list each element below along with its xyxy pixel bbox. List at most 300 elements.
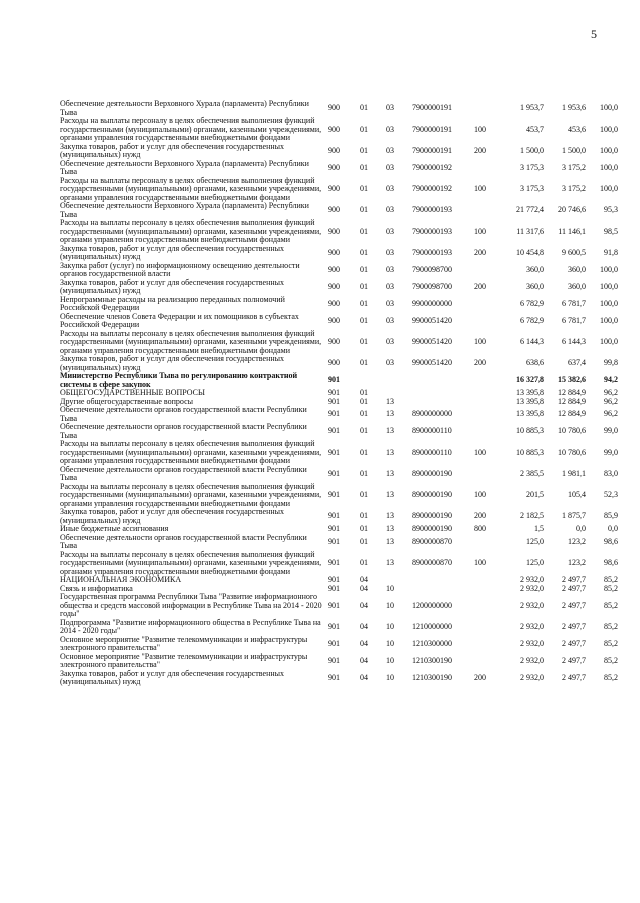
row-name: Закупка товаров, работ и услуг для обеспечения государственных (муниципальных) нужд xyxy=(60,354,285,372)
row-name: Расходы на выплаты персоналу в целях обеспечения выполнения функций государственными (муниципальными) органами, казенными учреждениями, органами управления государственными внебюджетными фондами xyxy=(60,481,322,508)
row-subsection: 13 xyxy=(386,426,394,436)
row-section: 01 xyxy=(360,409,368,419)
row-percent: 100,0 xyxy=(600,315,618,325)
row-fact: 9 600,5 xyxy=(562,247,586,257)
row-percent: 99,8 xyxy=(604,358,618,368)
row-grbs: 901 xyxy=(328,396,340,406)
row-plan: 2 932,0 xyxy=(520,621,544,631)
row-target-article: 9900000000 xyxy=(412,298,452,308)
row-fact: 453,6 xyxy=(568,124,586,134)
row-name: Другие общегосударственные вопросы xyxy=(60,396,194,406)
row-plan: 125,0 xyxy=(526,558,544,567)
row-fact: 637,4 xyxy=(568,358,586,368)
table-row xyxy=(60,593,618,619)
row-name: Расходы на выплаты персоналу в целях обеспечения выполнения функций государственными (муниципальными) органами, казенными учреждениями, органами управления государственными внебюджетными фондами xyxy=(60,175,322,202)
row-expense-type xyxy=(474,389,502,398)
page-number: 5 xyxy=(591,27,597,41)
row-plan: 6 782,9 xyxy=(520,315,544,325)
row-expense-type xyxy=(474,398,502,407)
row-percent: 85,9 xyxy=(604,511,618,521)
row-target-article: 7900000193 xyxy=(412,247,452,257)
row-plan: 10 885,3 xyxy=(516,447,544,457)
row-subsection: 13 xyxy=(386,409,394,419)
row-fact: 20 746,6 xyxy=(558,205,586,215)
row-fact: 3 175,2 xyxy=(562,162,586,172)
row-expense-type xyxy=(474,636,502,653)
row-subsection xyxy=(386,372,412,389)
row-name: Связь и информатика xyxy=(60,583,133,593)
row-target-article: 7900000192 xyxy=(412,184,452,193)
row-target-article xyxy=(412,372,474,389)
row-section: 01 xyxy=(360,490,368,499)
row-grbs: 900 xyxy=(328,298,340,308)
row-name: Закупка товаров, работ и услуг для обеспечения государственных (муниципальных) нужд xyxy=(60,277,285,295)
row-plan: 21 772,4 xyxy=(516,205,544,215)
row-expense-type: 100 xyxy=(474,337,486,346)
row-name: Закупка товаров, работ и услуг для обеспечения государственных (муниципальных) нужд xyxy=(60,141,285,159)
row-expense-type xyxy=(474,100,502,117)
row-grbs: 901 xyxy=(328,672,340,682)
row-plan: 2 932,0 xyxy=(520,600,544,610)
row-grbs: 901 xyxy=(328,490,340,499)
row-grbs: 901 xyxy=(328,511,340,521)
row-subsection: 03 xyxy=(386,124,394,134)
table-row xyxy=(60,262,618,279)
row-grbs: 901 xyxy=(328,600,340,610)
row-section: 01 xyxy=(360,184,368,193)
row-target-article: 8900000110 xyxy=(412,426,452,436)
row-target-article: 7900000192 xyxy=(412,162,452,172)
row-expense-type xyxy=(474,423,502,440)
row-subsection: 13 xyxy=(386,447,394,457)
row-subsection: 13 xyxy=(386,558,394,567)
row-percent: 85,2 xyxy=(604,583,618,593)
row-section: 01 xyxy=(360,145,368,155)
table-row xyxy=(60,330,618,356)
table-row xyxy=(60,219,618,245)
row-section: 01 xyxy=(360,264,368,274)
table-row xyxy=(60,296,618,313)
row-plan: 125,0 xyxy=(526,536,544,546)
row-grbs: 900 xyxy=(328,205,340,215)
row-plan: 6 782,9 xyxy=(520,298,544,308)
table-row xyxy=(60,670,618,687)
row-fact: 1 953,6 xyxy=(562,103,586,113)
row-fact: 2 497,7 xyxy=(562,575,586,584)
row-percent: 85,2 xyxy=(604,655,618,665)
row-target-article: 8900000870 xyxy=(412,536,452,546)
row-name: Расходы на выплаты персоналу в целях обеспечения выполнения функций государственными (муниципальными) органами, казенными учреждениями, органами управления государственными внебюджетными фондами xyxy=(60,328,322,355)
row-fact: 1 875,7 xyxy=(562,511,586,521)
row-fact: 12 884,9 xyxy=(558,409,586,419)
row-plan: 13 395,8 xyxy=(516,388,544,397)
row-expense-type: 100 xyxy=(474,490,486,499)
row-grbs: 901 xyxy=(328,575,340,584)
table-row xyxy=(60,466,618,483)
row-fact: 1 500,0 xyxy=(562,145,586,155)
budget-table xyxy=(60,100,618,687)
row-expense-type xyxy=(474,313,502,330)
row-target-article: 8900000110 xyxy=(412,447,452,457)
row-grbs: 900 xyxy=(328,103,340,113)
row-target-article: 8900000190 xyxy=(412,490,452,499)
row-expense-type: 100 xyxy=(474,124,486,134)
row-expense-type xyxy=(474,202,502,219)
row-plan: 1 500,0 xyxy=(520,145,544,155)
table-row xyxy=(60,534,618,551)
row-subsection: 13 xyxy=(386,396,394,406)
row-percent: 96,2 xyxy=(604,396,618,406)
row-name: Закупка товаров, работ и услуг для обеспечения государственных (муниципальных) нужд xyxy=(60,243,285,261)
row-plan: 2 932,0 xyxy=(520,583,544,593)
row-subsection: 03 xyxy=(386,226,394,236)
row-name: Государственная программа Республики Тыва "Развитие информационного общества и средств массовой информации в Республике Тыва на 2014 - 2020 годы" xyxy=(60,592,322,618)
row-percent: 0,0 xyxy=(608,524,618,533)
row-percent: 52,3 xyxy=(604,490,618,499)
row-subsection: 03 xyxy=(386,315,394,325)
row-percent: 100,0 xyxy=(600,264,618,274)
row-subsection: 03 xyxy=(386,264,394,274)
row-fact: 6 781,7 xyxy=(562,298,586,308)
row-subsection: 10 xyxy=(386,600,394,610)
row-subsection: 03 xyxy=(386,184,394,193)
table-row xyxy=(60,177,618,203)
row-name: Министерство Республики Тыва по регулированию контрактной системы в сфере закупок xyxy=(60,371,298,389)
row-fact: 2 497,7 xyxy=(562,583,586,593)
row-fact: 2 497,7 xyxy=(562,655,586,665)
row-name: Обеспечение деятельности органов государственной власти Республики Тыва xyxy=(60,422,307,440)
row-name: Подпрограмма "Развитие информационного общества в Республике Тыва на 2014 - 2020 годы" xyxy=(60,617,321,635)
row-expense-type xyxy=(474,576,502,585)
row-expense-type: 200 xyxy=(474,511,486,521)
row-plan: 10 454,8 xyxy=(516,247,544,257)
row-fact: 6 144,3 xyxy=(562,337,586,346)
row-target-article: 7900098700 xyxy=(412,264,452,274)
row-target-article: 9900051420 xyxy=(412,358,452,368)
row-subsection: 03 xyxy=(386,281,394,291)
table-row xyxy=(60,202,618,219)
row-plan: 201,5 xyxy=(526,490,544,499)
row-grbs: 900 xyxy=(328,145,340,155)
row-fact: 10 780,6 xyxy=(558,426,586,436)
row-plan: 1,5 xyxy=(534,524,544,533)
row-name: Расходы на выплаты персоналу в целях обеспечения выполнения функций государственными (муниципальными) органами, казенными учреждениями, органами управления государственными внебюджетными фондами xyxy=(60,116,322,142)
row-percent: 100,0 xyxy=(600,337,618,346)
table-row xyxy=(60,372,618,389)
row-name: Непрограммные расходы на реализацию переданных полномочий Российской Федерации xyxy=(60,294,285,312)
row-name: Основное мероприятие "Развитие телекоммуникации и инфраструктуры электронного правительства" xyxy=(60,651,308,669)
row-name: Расходы на выплаты персоналу в целях обеспечения выполнения функций государственными (муниципальными) органами, казенными учреждениями, органами управления государственными внебюджетными фондами xyxy=(60,218,322,244)
table-row xyxy=(60,508,618,525)
row-grbs: 901 xyxy=(328,583,340,593)
row-target-article: 1210300190 xyxy=(412,655,452,665)
row-expense-type: 200 xyxy=(474,358,486,368)
row-plan: 13 395,8 xyxy=(516,396,544,406)
row-name: Обеспечение деятельности органов государственной власти Республики Тыва xyxy=(60,532,307,550)
row-subsection: 10 xyxy=(386,583,394,593)
row-fact: 1 981,1 xyxy=(562,468,586,478)
row-section: 01 xyxy=(360,388,368,397)
row-section: 04 xyxy=(360,655,368,665)
row-percent: 100,0 xyxy=(600,298,618,308)
row-target-article xyxy=(412,389,474,398)
row-fact: 2 497,7 xyxy=(562,638,586,648)
row-plan: 16 327,8 xyxy=(516,375,544,385)
row-name: Основное мероприятие "Развитие телекоммуникации и инфраструктуры электронного правительства" xyxy=(60,634,308,652)
row-fact: 12 884,9 xyxy=(558,388,586,397)
row-percent: 85,2 xyxy=(604,575,618,584)
table-row xyxy=(60,160,618,177)
row-expense-type xyxy=(474,262,502,279)
row-percent: 100,0 xyxy=(600,184,618,193)
row-section: 01 xyxy=(360,103,368,113)
row-expense-type: 100 xyxy=(474,184,486,193)
row-section: 01 xyxy=(360,358,368,368)
row-percent: 94,2 xyxy=(604,375,618,385)
row-expense-type xyxy=(474,653,502,670)
row-section: 01 xyxy=(360,205,368,215)
row-grbs: 900 xyxy=(328,264,340,274)
row-expense-type xyxy=(474,619,502,636)
row-section: 01 xyxy=(360,524,368,533)
row-expense-type xyxy=(474,593,502,619)
row-percent: 99,0 xyxy=(604,426,618,436)
row-expense-type: 200 xyxy=(474,145,486,155)
row-grbs: 900 xyxy=(328,226,340,236)
row-target-article: 1210300000 xyxy=(412,638,452,648)
table-row xyxy=(60,100,618,117)
row-section: 01 xyxy=(360,447,368,457)
row-target-article: 8900000000 xyxy=(412,409,452,419)
table-row xyxy=(60,117,618,143)
row-name: Расходы на выплаты персоналу в целях обеспечения выполнения функций государственными (муниципальными) органами, казенными учреждениями, органами управления государственными внебюджетными фондами xyxy=(60,439,322,465)
row-percent: 85,2 xyxy=(604,600,618,610)
table-row xyxy=(60,279,618,296)
row-name: Закупка товаров, работ и услуг для обеспечения государственных (муниципальных) нужд xyxy=(60,668,285,686)
table-row xyxy=(60,440,618,466)
row-subsection: 10 xyxy=(386,638,394,648)
row-fact: 15 382,6 xyxy=(558,375,586,385)
row-percent: 85,2 xyxy=(604,672,618,682)
row-fact: 123,2 xyxy=(568,536,586,546)
row-section: 04 xyxy=(360,600,368,610)
table-row xyxy=(60,406,618,423)
table-row xyxy=(60,143,618,160)
row-expense-type xyxy=(474,585,502,594)
row-target-article: 7900000191 xyxy=(412,103,452,113)
row-fact: 360,0 xyxy=(568,281,586,291)
row-name: Иные бюджетные ассигнования xyxy=(60,524,169,533)
row-section: 04 xyxy=(360,672,368,682)
row-section: 01 xyxy=(360,426,368,436)
row-section: 04 xyxy=(360,638,368,648)
row-percent: 99,0 xyxy=(604,447,618,457)
row-subsection: 10 xyxy=(386,621,394,631)
row-section: 01 xyxy=(360,468,368,478)
row-fact: 12 884,9 xyxy=(558,396,586,406)
row-target-article: 9900051420 xyxy=(412,337,452,346)
row-plan: 2 932,0 xyxy=(520,655,544,665)
row-subsection: 10 xyxy=(386,672,394,682)
row-percent: 85,2 xyxy=(604,638,618,648)
row-target-article: 1200000000 xyxy=(412,600,452,610)
row-plan: 2 932,0 xyxy=(520,672,544,682)
row-percent: 98,5 xyxy=(604,226,618,236)
row-expense-type: 200 xyxy=(474,281,486,291)
row-grbs: 901 xyxy=(328,638,340,648)
row-target-article: 8900000870 xyxy=(412,558,452,567)
row-section: 04 xyxy=(360,575,368,584)
table-row xyxy=(60,636,618,653)
row-section: 01 xyxy=(360,124,368,134)
row-target-article: 8900000190 xyxy=(412,524,452,533)
row-grbs: 901 xyxy=(328,524,340,533)
row-target-article: 7900000193 xyxy=(412,226,452,236)
row-expense-type: 100 xyxy=(474,558,486,567)
row-subsection: 13 xyxy=(386,536,394,546)
row-target-article: 1210300190 xyxy=(412,672,452,682)
row-name: Обеспечение деятельности Верховного Хурала (парламента) Республики Тыва xyxy=(60,99,309,117)
row-percent: 100,0 xyxy=(600,145,618,155)
row-section: 01 xyxy=(360,396,368,406)
row-plan: 1 953,7 xyxy=(520,103,544,113)
row-grbs: 901 xyxy=(328,409,340,419)
row-percent: 96,2 xyxy=(604,409,618,419)
row-grbs: 900 xyxy=(328,281,340,291)
row-section: 01 xyxy=(360,281,368,291)
row-target-article xyxy=(412,585,474,594)
row-plan: 2 385,5 xyxy=(520,468,544,478)
row-fact: 360,0 xyxy=(568,264,586,274)
row-fact: 123,2 xyxy=(568,558,586,567)
row-name: Закупка товаров, работ и услуг для обеспечения государственных (муниципальных) нужд xyxy=(60,507,285,525)
row-grbs: 900 xyxy=(328,184,340,193)
row-fact: 2 497,7 xyxy=(562,621,586,631)
row-target-article xyxy=(412,576,474,585)
row-grbs: 901 xyxy=(328,388,340,397)
row-percent: 95,3 xyxy=(604,205,618,215)
row-fact: 105,4 xyxy=(568,490,586,499)
row-grbs: 900 xyxy=(328,247,340,257)
row-subsection: 03 xyxy=(386,103,394,113)
row-grbs: 901 xyxy=(328,375,340,385)
row-section: 01 xyxy=(360,247,368,257)
row-plan: 360,0 xyxy=(526,264,544,274)
row-fact: 0,0 xyxy=(576,524,586,533)
row-name: ОБЩЕГОСУДАРСТВЕННЫЕ ВОПРОСЫ xyxy=(60,388,205,397)
row-grbs: 901 xyxy=(328,558,340,567)
row-plan: 2 182,5 xyxy=(520,511,544,521)
row-percent: 98,6 xyxy=(604,536,618,546)
row-plan: 453,7 xyxy=(526,124,544,134)
row-expense-type: 100 xyxy=(474,226,486,236)
table-row xyxy=(60,313,618,330)
row-percent: 98,6 xyxy=(604,558,618,567)
row-section: 01 xyxy=(360,162,368,172)
row-expense-type: 200 xyxy=(474,247,486,257)
row-fact: 2 497,7 xyxy=(562,672,586,682)
row-section: 01 xyxy=(360,337,368,346)
row-subsection: 13 xyxy=(386,468,394,478)
row-subsection: 03 xyxy=(386,247,394,257)
row-target-article: 9900051420 xyxy=(412,315,452,325)
row-subsection: 03 xyxy=(386,358,394,368)
row-subsection: 13 xyxy=(386,490,394,499)
row-subsection: 13 xyxy=(386,511,394,521)
row-plan: 638,6 xyxy=(526,358,544,368)
row-name: Закупка работ (услуг) по информационному освещению деятельности органов государственной власти xyxy=(60,260,300,278)
row-subsection: 03 xyxy=(386,162,394,172)
row-subsection: 03 xyxy=(386,205,394,215)
row-name: Обеспечение деятельности органов государственной власти Республики Тыва xyxy=(60,405,307,423)
row-section: 04 xyxy=(360,583,368,593)
row-subsection: 13 xyxy=(386,524,394,533)
row-fact: 2 497,7 xyxy=(562,600,586,610)
row-expense-type xyxy=(474,406,502,423)
row-section: 04 xyxy=(360,621,368,631)
row-section xyxy=(360,372,386,389)
row-expense-type xyxy=(474,372,502,389)
row-name: Обеспечение членов Совета Федерации и их помощников в субъектах Российской Федерации xyxy=(60,311,299,329)
row-target-article: 7900098700 xyxy=(412,281,452,291)
row-expense-type: 800 xyxy=(474,524,486,533)
row-plan: 3 175,3 xyxy=(520,162,544,172)
table-row xyxy=(60,355,618,372)
row-fact: 3 175,2 xyxy=(562,184,586,193)
row-grbs: 901 xyxy=(328,468,340,478)
row-grbs: 901 xyxy=(328,621,340,631)
row-percent: 100,0 xyxy=(600,162,618,172)
row-target-article: 8900000190 xyxy=(412,511,452,521)
row-name: НАЦИОНАЛЬНАЯ ЭКОНОМИКА xyxy=(60,575,182,584)
row-target-article: 7900000191 xyxy=(412,124,452,134)
row-grbs: 900 xyxy=(328,124,340,134)
row-percent: 83,0 xyxy=(604,468,618,478)
row-subsection: 03 xyxy=(386,145,394,155)
row-percent: 96,2 xyxy=(604,388,618,397)
row-subsection: 10 xyxy=(386,655,394,665)
table-row xyxy=(60,245,618,262)
row-grbs: 900 xyxy=(328,358,340,368)
row-percent: 85,2 xyxy=(604,621,618,631)
row-name: Расходы на выплаты персоналу в целях обеспечения выполнения функций государственными (муниципальными) органами, казенными учреждениями, органами управления государственными внебюджетными фондами xyxy=(60,549,322,576)
row-name: Обеспечение деятельности органов государственной власти Республики Тыва xyxy=(60,464,307,482)
table-row xyxy=(60,619,618,636)
row-fact: 11 146,1 xyxy=(558,226,586,236)
table-row xyxy=(60,483,618,509)
row-plan: 2 932,0 xyxy=(520,638,544,648)
row-percent: 100,0 xyxy=(600,124,618,134)
row-plan: 2 932,0 xyxy=(520,575,544,584)
row-target-article xyxy=(412,398,474,407)
row-percent: 91,8 xyxy=(604,247,618,257)
row-percent: 100,0 xyxy=(600,103,618,113)
row-grbs: 901 xyxy=(328,426,340,436)
row-grbs: 901 xyxy=(328,655,340,665)
row-name: Обеспечение деятельности Верховного Хурала (парламента) Республики Тыва xyxy=(60,201,309,219)
row-section: 01 xyxy=(360,298,368,308)
row-expense-type xyxy=(474,160,502,177)
row-plan: 6 144,3 xyxy=(520,337,544,346)
row-plan: 10 885,3 xyxy=(516,426,544,436)
row-plan: 11 317,6 xyxy=(516,226,544,236)
row-grbs: 900 xyxy=(328,337,340,346)
row-grbs: 901 xyxy=(328,536,340,546)
row-plan: 360,0 xyxy=(526,281,544,291)
row-section: 01 xyxy=(360,226,368,236)
row-target-article: 1210000000 xyxy=(412,621,452,631)
table-row xyxy=(60,551,618,577)
